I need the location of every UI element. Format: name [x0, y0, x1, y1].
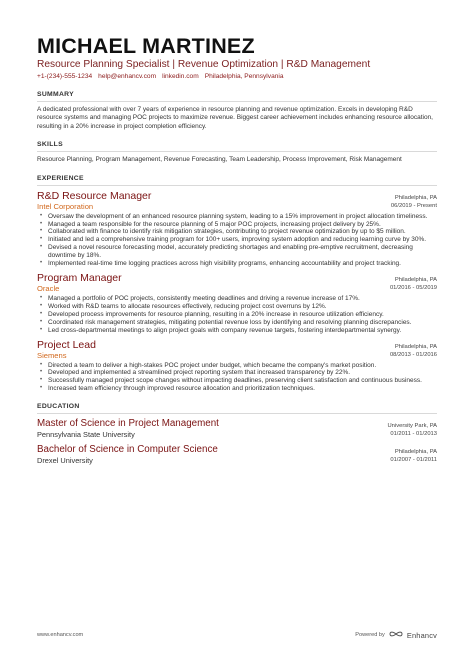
- bullet-item: • Directed a team to deliver a high-stakes POC project under budget, which became the company's market position.: [48, 362, 437, 370]
- section-title-experience: EXPERIENCE: [37, 174, 84, 182]
- footer-brand: [355, 630, 437, 640]
- bullet-item: • Developed and implemented a streamlined project reporting system that increased transparency by 22%.: [48, 369, 437, 377]
- company-name: Intel Corporation: [37, 201, 94, 211]
- education-section: [37, 402, 437, 466]
- skills-text: Resource Planning, Program Management, Revenue Forecasting, Team Leadership, Process Improvement, Risk Management: [37, 156, 402, 164]
- school-location: University Park, PA: [387, 423, 437, 430]
- bullet-item: • Increased team efficiency through improved resource allocation and prioritization techniques.: [48, 385, 437, 393]
- school-location: Philadelphia, PA: [394, 449, 437, 456]
- company-name: Oracle: [37, 283, 60, 293]
- job-bullets: [37, 362, 437, 394]
- job-dates: 01/2016 - 05/2019: [389, 284, 437, 291]
- education-dates: 01/2011 - 01/2013: [390, 431, 437, 438]
- degree: Master of Science in Project Management: [37, 418, 219, 430]
- job-entry: [37, 339, 437, 394]
- bullet-item: • Led cross-departmental meetings to align project goals with company revenue targets, fostering interdepartmental synergy.: [48, 327, 437, 335]
- job-bullets: [37, 295, 437, 335]
- education-entry: [37, 444, 437, 466]
- job-dates: 08/2013 - 01/2016: [389, 351, 437, 358]
- divider: [37, 185, 437, 186]
- resume-content: [37, 34, 437, 466]
- job-location: Philadelphia, PA: [394, 276, 437, 283]
- experience-section: [37, 174, 437, 394]
- summary-section: [37, 90, 437, 131]
- job-location: Philadelphia, PA: [394, 343, 437, 350]
- bullet-item: • Managed a portfolio of POC projects, consistently meeting deadlines and driving a revenue increase of 17%.: [48, 295, 437, 303]
- job-entry: [37, 190, 437, 268]
- job-dates: 06/2019 - Present: [390, 202, 437, 209]
- brand-name[interactable]: Enhancv: [406, 630, 437, 640]
- bullet-item: • Devised a novel resource forecasting model, accurately predicting shortages and enabling pre-emptive recruitment, decreasing downtime by 18%.: [48, 244, 437, 260]
- bullet-item: • Worked with R&D teams to allocate resources effectively, reducing project cost overruns by 12%.: [48, 303, 437, 311]
- divider: [37, 151, 437, 152]
- education-dates: 01/2007 - 01/2011: [390, 457, 437, 464]
- phone[interactable]: +1-(234)-555-1234: [37, 73, 93, 80]
- candidate-name: MICHAEL MARTINEZ: [37, 34, 255, 58]
- bullet-item: • Developed process improvements for resource planning, resulting in a 20% increase in resource utilization efficiency.: [48, 311, 437, 319]
- section-title-summary: SUMMARY: [37, 91, 74, 98]
- section-title-education: EDUCATION: [37, 403, 80, 411]
- footer: [37, 630, 437, 640]
- divider: [37, 101, 437, 102]
- email-link[interactable]: help@enhancv.com: [98, 73, 157, 80]
- bullet-item: • Collaborated with finance to identify risk mitigation strategies, contributing to project revenue optimization by up to $5 million.: [48, 228, 437, 236]
- education-entry: [37, 418, 437, 440]
- degree: Bachelor of Science in Computer Science: [37, 444, 218, 456]
- bullet-item: • Managed a team responsible for the resource planning of 5 major POC projects, increasing project delivery by 25%.: [48, 221, 437, 229]
- footer-website[interactable]: www.enhancv.com: [37, 632, 84, 638]
- job-bullets: [37, 213, 437, 268]
- powered-by-label: Powered by: [355, 632, 385, 638]
- job-location: Philadelphia, PA: [394, 194, 437, 201]
- bullet-item: • Implemented real-time time logging practices across high visibility programs, enhancing accountability and project tracking.: [48, 260, 437, 268]
- headline: Resource Planning Specialist | Revenue Optimization | R&D Management: [37, 59, 371, 70]
- bullet-item: • Coordinated risk management strategies, mitigating potential revenue loss by identifying and resolving planning discrepancies.: [48, 319, 437, 327]
- job-entry: [37, 272, 437, 335]
- section-title-skills: SKILLS: [37, 141, 63, 149]
- job-title: R&D Resource Manager: [37, 189, 152, 202]
- location: Philadelphia, Pennsylvania: [204, 73, 284, 80]
- bullet-item: • Initiated and led a comprehensive training program for 100+ users, improving system adoption and reducing learning curve by 30%.: [48, 236, 437, 244]
- school-name: Drexel University: [37, 456, 93, 466]
- divider: [37, 413, 437, 414]
- job-title: Project Lead: [37, 338, 96, 351]
- job-title: Program Manager: [37, 271, 122, 284]
- bullet-item: • Oversaw the development of an enhanced resource planning system, leading to a 15% improvement in project allocation timeliness.: [48, 213, 437, 221]
- bullet-item: • Successfully managed project scope changes without impacting deadlines, preserving client satisfaction and continuous business.: [48, 377, 437, 385]
- skills-section: [37, 140, 437, 164]
- company-name: Siemens: [37, 350, 67, 360]
- summary-text: A dedicated professional with over 7 years of experience in resource planning and revenue optimization. Excels in developing R&D resource systems and managing POC projects to maximize revenue. Biggest career achievement includes enhancing resource allocation, resulting in a 20% increase in project completion efficiency.: [37, 106, 433, 130]
- school-name: Pennsylvania State University: [37, 430, 135, 440]
- linkedin-link[interactable]: linkedin.com: [162, 73, 199, 80]
- contact-row: [37, 72, 437, 81]
- enhancv-logo-icon: [389, 630, 403, 640]
